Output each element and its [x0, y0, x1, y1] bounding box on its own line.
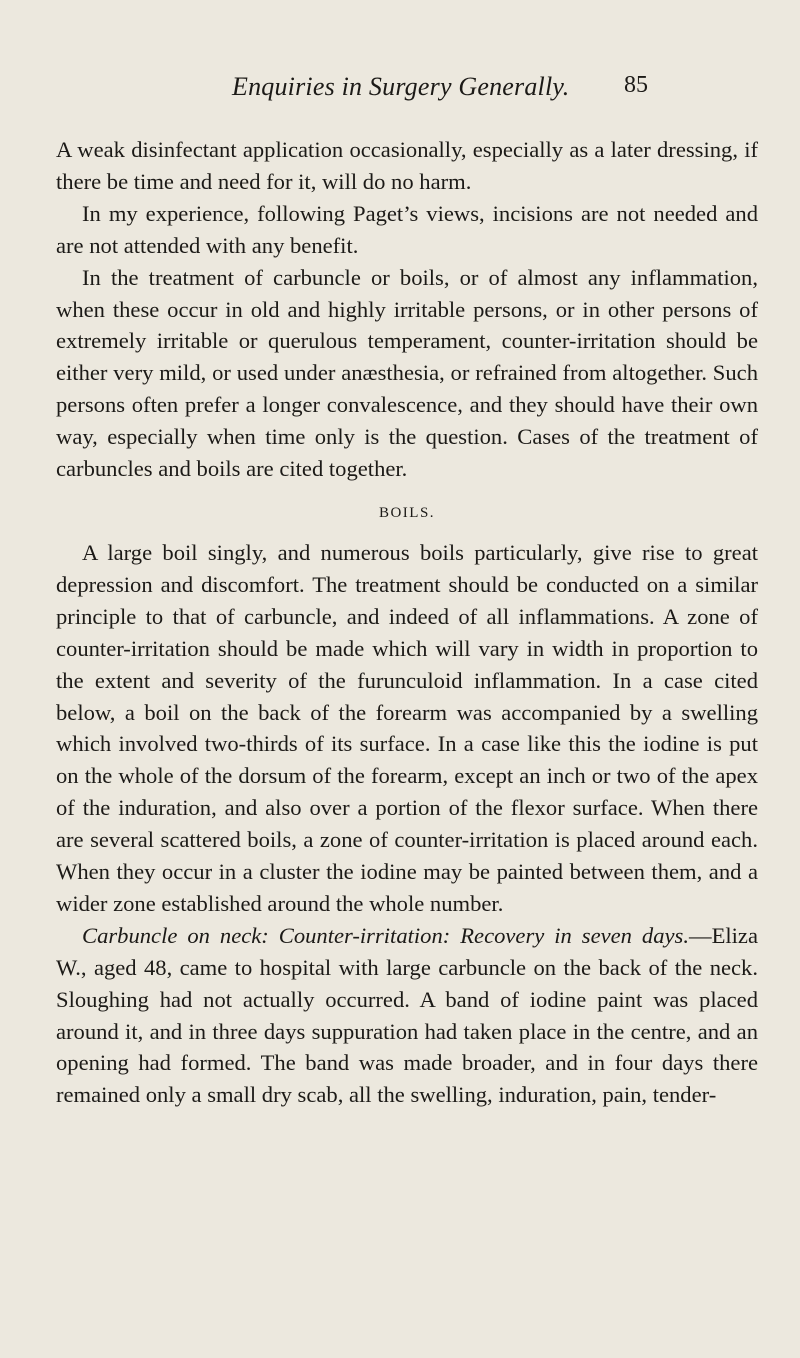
paragraph-treatment-carbuncle: In the treatment of carbuncle or boils, or of almost any inflammation, when these occur in old and highly irritable persons, or in other persons of extremely irritable or querulous temperament, counter-irritation should be either very mild, or used under anæsthesia, or refrained from altogether. Such persons often prefer a longer convalescence, and they should have their own way, especially when time only is the question. Cases of the treatment of carbuncles and boils are cited together.: [56, 264, 758, 482]
case-text: —Eliza W., aged 48, came to hospital with large carbuncle on the back of the neck. Sloughing had not actually occurred. A band of iodine paint was placed around it, and in three days suppuration had taken place in the centre, and an opening had formed. The band was made broader, and in four days there remained only a small dry scab, all the swelling, induration, pain, tender-: [56, 922, 758, 1108]
paragraph-boils: A large boil singly, and numerous boils particularly, give rise to great depression and discomfort. The treatment should be conducted on a similar principle to that of carbuncle, and indeed of all inflammations. A zone of counter-irritation should be made which will vary in width in proportion to the extent and severity of the furunculoid inflammation. In a case cited below, a boil on the back of the forearm was accompanied by a swelling which involved two-thirds of its surface. In a case like this the iodine is put on the whole of the dorsum of the forearm, except an inch or two of the apex of the induration, and also over a portion of the flexor surface. When there are several scattered boils, a zone of counter-irritation is placed around each. When they occur in a cluster the iodine may be painted between them, and a wider zone established around the whole number.: [56, 539, 758, 916]
running-title: Enquiries in Surgery Generally.: [232, 72, 570, 101]
paragraph-incisions: In my experience, following Paget’s views, incisions are not needed and are not attended with any benefit.: [56, 200, 758, 258]
paragraph-case-carbuncle-neck: [56, 920, 758, 1111]
body-text: [56, 134, 758, 1111]
case-title: Carbuncle on neck: Counter-irritation: Recovery in seven days.: [82, 922, 689, 948]
running-head: [0, 72, 800, 112]
paragraph-weak-disinfectant: A weak disinfectant application occasionally, especially as a later dressing, if there be time and need for it, will do no harm.: [56, 137, 758, 194]
section-heading-boils: BOILS.: [378, 504, 436, 521]
page-number: 85: [624, 72, 648, 98]
